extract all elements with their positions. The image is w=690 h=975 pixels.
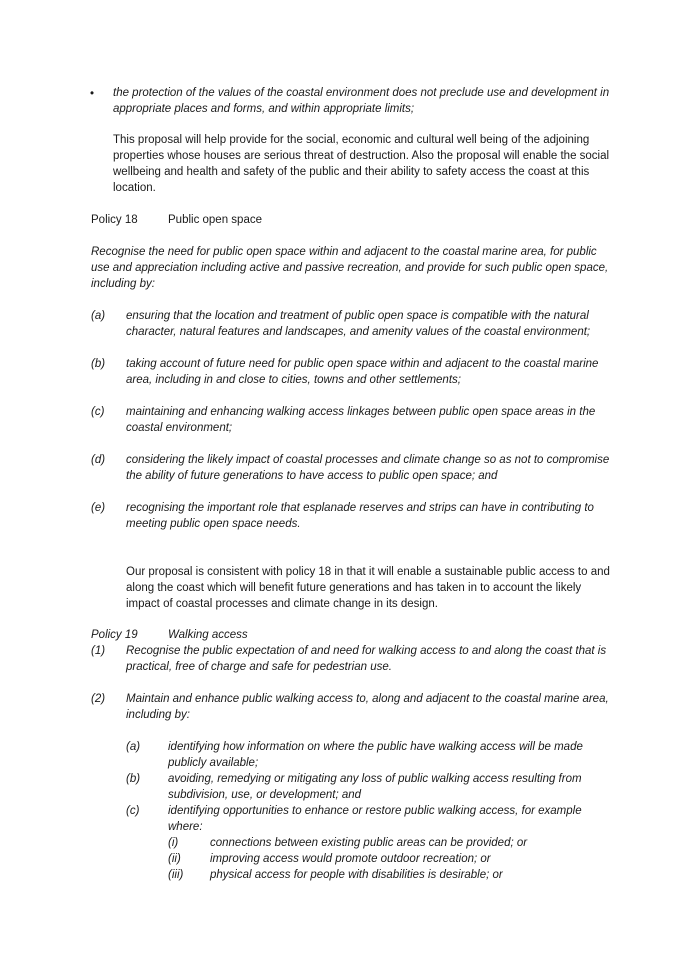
policy-18-response: Our proposal is consistent with policy 18 in that it will enable a sustainable public access to and along the coast which will benefit future generations and has taken in to account the likely impact of coastal processes and climate change in its design. <box>126 566 610 610</box>
subitem-label: (a) <box>126 741 141 753</box>
subsubitem-text: physical access for people with disabilities is desirable; or <box>210 869 503 881</box>
item-label: (d) <box>91 454 106 466</box>
item-label: (b) <box>91 358 106 370</box>
item-text: recognising the important role that esplanade reserves and strips can have in contributing to meeting public open space needs. <box>126 502 594 530</box>
subsubitem-label: (ii) <box>168 853 181 865</box>
item-label: (e) <box>91 502 106 514</box>
item-text: Maintain and enhance public walking access to, along and adjacent to the coastal marine area, including by: <box>126 693 609 721</box>
item-text: maintaining and enhancing walking access linkages between public open space areas in the coastal environment; <box>126 406 596 434</box>
policy-18-label: Policy 18 <box>91 214 138 226</box>
policy-18-title: Public open space <box>168 214 262 226</box>
policy-19-label: Policy 19 <box>91 629 138 641</box>
subitem-text: identifying how information on where the public have walking access will be made publicly available; <box>168 741 583 769</box>
item-text: Recognise the public expectation of and need for walking access to and along the coast that is practical, free of charge and safe for pedestrian use. <box>126 645 607 673</box>
subitem-text: identifying opportunities to enhance or restore public walking access, for example where: <box>168 805 582 833</box>
item-label: (c) <box>91 406 105 418</box>
subsubitem-label: (i) <box>168 837 179 849</box>
item-text: ensuring that the location and treatment of public open space is compatible with the natural character, natural features and landscapes, and amenity values of the coastal environment; <box>126 310 591 338</box>
item-label: (1) <box>91 645 106 657</box>
policy-18-intro: Recognise the need for public open space within and adjacent to the coastal marine area, for public use and appreciation including active and passive recreation, and provide for such public open space, including by: <box>91 246 609 290</box>
bullet-mark: • <box>90 88 95 100</box>
item-text: taking account of future need for public open space within and adjacent to the coastal marine area, including in and close to cities, towns and other settlements; <box>126 358 599 386</box>
subitem-label: (c) <box>126 805 140 817</box>
policy-19-title: Walking access <box>168 629 248 641</box>
bullet-text: the protection of the values of the coastal environment does not preclude use and development in appropriate places and forms, and within appropriate limits; <box>113 87 610 115</box>
proposal-paragraph: This proposal will help provide for the social, economic and cultural well being of the adjoining properties whose houses are serious threat of destruction. Also the proposal will enable the social wellbeing and health and safety of the public and their ability to safety access the coast at this location. <box>113 134 610 194</box>
item-text: considering the likely impact of coastal processes and climate change so as not to compromise the ability of future generations to have access to public open space; and <box>126 454 610 482</box>
subsubitem-text: improving access would promote outdoor recreation; or <box>210 853 491 865</box>
subitem-text: avoiding, remedying or mitigating any loss of public walking access resulting from subdivision, use, or development; and <box>168 773 582 801</box>
item-label: (2) <box>91 693 106 705</box>
subsubitem-text: connections between existing public areas can be provided; or <box>210 837 528 849</box>
subsubitem-label: (iii) <box>168 869 184 881</box>
item-label: (a) <box>91 310 106 322</box>
subitem-label: (b) <box>126 773 141 785</box>
